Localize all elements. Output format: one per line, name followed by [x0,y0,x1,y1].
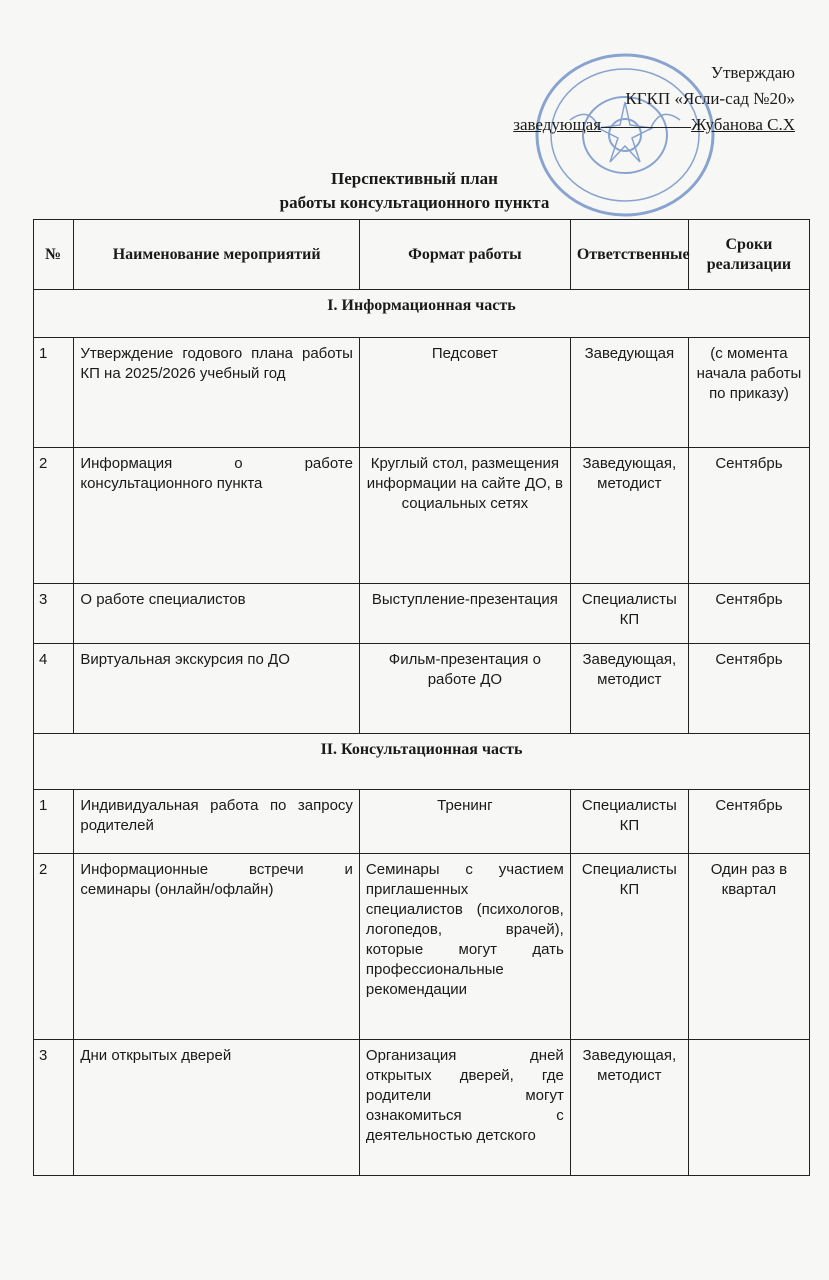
section-title: II. Консультационная часть [34,734,810,790]
row-terms: (с момента начала работы по приказу) [688,338,809,448]
table-row [34,338,810,448]
row-responsible: Специалисты КП [570,790,688,854]
row-terms: Сентябрь [688,584,809,644]
signature-blank [601,127,691,128]
row-terms [688,1040,809,1176]
row-format: Круглый стол, размещения информации на сайте ДО, в социальных сетях [359,448,570,584]
row-format: Выступление-презентация [359,584,570,644]
row-terms: Сентябрь [688,644,809,734]
row-name: О работе специалистов [74,584,360,644]
header-format: Формат работы [359,220,570,290]
row-name: Дни открытых дверей [74,1040,360,1176]
approval-block [513,60,795,138]
row-responsible: Заведующая, методист [570,644,688,734]
row-format: Фильм-презентация о работе ДО [359,644,570,734]
row-name: Виртуальная экскурсия по ДО [74,644,360,734]
row-name: Информация о работе консультационного пункта [74,448,360,584]
header-terms: Сроки реализации [688,220,809,290]
row-num: 1 [34,338,74,448]
row-responsible: Заведующая, методист [570,448,688,584]
approval-position: заведующая [513,115,602,134]
approval-signature-line [513,112,795,138]
document-subtitle: работы консультационного пункта [279,193,550,212]
table-row [34,854,810,1040]
header-num: № [34,220,74,290]
table-header-row [34,220,810,290]
row-num: 2 [34,448,74,584]
table-row [34,790,810,854]
row-terms: Сентябрь [688,790,809,854]
header-responsible: Ответственные [570,220,688,290]
table-row [34,584,810,644]
row-num: 3 [34,584,74,644]
row-responsible: Специалисты КП [570,854,688,1040]
row-name: Индивидуальная работа по запросу родителей [74,790,360,854]
row-terms: Один раз в квартал [688,854,809,1040]
row-num: 1 [34,790,74,854]
approval-organization: КГКП «Ясли-сад №20» [625,89,795,108]
section-row-2 [34,734,810,790]
row-format: Тренинг [359,790,570,854]
row-name: Утверждение годового плана работы КП на 2025/2026 учебный год [74,338,360,448]
row-responsible: Заведующая, методист [570,1040,688,1176]
section-title: I. Информационная часть [34,290,810,338]
section-row-1 [34,290,810,338]
table-row [34,448,810,584]
plan-table [33,219,810,1176]
row-name: Информационные встречи и семинары (онлайн/офлайн) [74,854,360,1040]
row-format: Педсовет [359,338,570,448]
row-num: 2 [34,854,74,1040]
approval-heading: Утверждаю [710,63,795,82]
row-num: 3 [34,1040,74,1176]
row-format: Семинары с участием приглашенных специалистов (психологов, логопедов, врачей), которые могут дать профессиональные рекомендации [359,854,570,1040]
document-title: Перспективный план [331,169,498,188]
row-num: 4 [34,644,74,734]
row-format: Организация дней открытых дверей, где родители могут ознакомиться с деятельностью детского [359,1040,570,1176]
row-terms: Сентябрь [688,448,809,584]
table-row [34,644,810,734]
page-bottom-margin [0,1187,829,1280]
header-name: Наименование мероприятий [74,220,360,290]
row-responsible: Специалисты КП [570,584,688,644]
row-responsible: Заведующая [570,338,688,448]
table-row [34,1040,810,1176]
approval-name: Жубанова С.Х [691,115,795,134]
